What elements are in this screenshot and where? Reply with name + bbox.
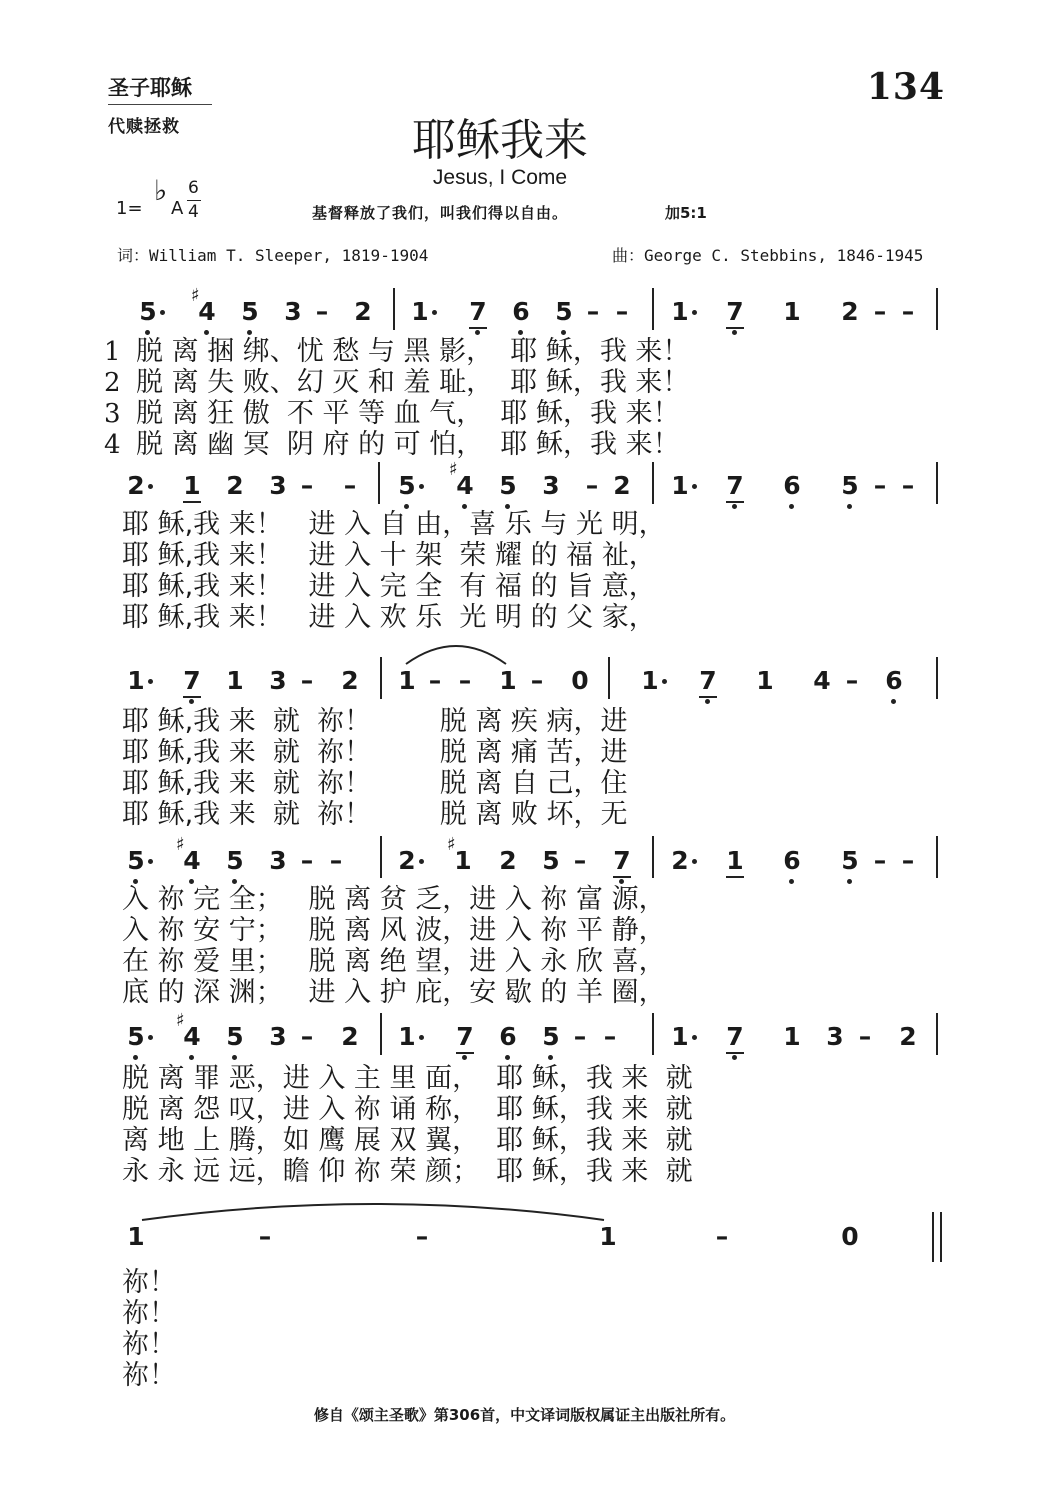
lyric-line: 在 祢 爱 里； 脱 离 绝 望，进 入 永 欣 喜， [122, 946, 666, 977]
jianpu-note: 4 [183, 846, 201, 875]
jianpu-note: 2 [341, 666, 359, 695]
jianpu-note: – [315, 297, 329, 326]
jianpu-note: 7 [183, 666, 201, 695]
jianpu-note: 5 [139, 297, 157, 326]
jianpu-note: – [573, 1022, 587, 1051]
jianpu-note: 3 [269, 846, 287, 875]
jianpu-note: 1 [398, 666, 416, 695]
jianpu-note: – [603, 1022, 617, 1051]
jianpu-note: – [585, 471, 599, 500]
jianpu-note: 6 [783, 846, 801, 875]
hymn-subtitle: Jesus, I Come [432, 166, 568, 189]
jianpu-note: 2 [341, 1022, 359, 1051]
jianpu-note: – [715, 1222, 729, 1251]
jianpu-note: 3 [542, 471, 560, 500]
jianpu-note: – [415, 1222, 429, 1251]
lyric-line: 耶 稣,我 来 就 祢！ 脱 离 疾 病，进 [122, 706, 628, 737]
jianpu-note: 1 [756, 666, 774, 695]
jianpu-note: – [530, 666, 544, 695]
jianpu-note: 1 [226, 666, 244, 695]
jianpu-note: 1 [127, 1222, 145, 1251]
jianpu-note: 1 [671, 1022, 689, 1051]
lyric-line: 脱 离 幽 冥 阴 府 的 可 怕， 耶 稣，我 来！ [136, 429, 680, 460]
jianpu-note: 1 [183, 471, 201, 500]
jianpu-note: 2 [354, 297, 372, 326]
sharp-icon: ♯ [176, 1010, 185, 1031]
jianpu-note: – [343, 471, 357, 500]
copyright-footer: 修自《颂主圣歌》第306首，中文译词版权属证主出版社所有。 [313, 1406, 736, 1424]
lyric-line: 离 地 上 腾，如 鹰 展 双 翼， 耶 稣，我 来 就 [122, 1125, 693, 1156]
lyric-line: 入 祢 安 宁； 脱 离 风 波，进 入 祢 平 静， [122, 915, 666, 946]
jianpu-note: 1 [454, 846, 472, 875]
jianpu-note: – [845, 666, 859, 695]
jianpu-note: 3 [284, 297, 302, 326]
lyric-line: 脱 离 狂 傲 不 平 等 血 气， 耶 稣，我 来！ [136, 398, 680, 429]
jianpu-note: 0 [571, 666, 589, 695]
lyric-line: 脱 离 罪 恶，进 入 主 里 面， 耶 稣，我 来 就 [122, 1063, 693, 1094]
jianpu-note: 3 [269, 471, 287, 500]
hymn-number: 134 [866, 66, 945, 108]
lyric-line: 耶 稣,我 来！ 进 入 十 架 荣 耀 的 福 祉， [122, 540, 656, 571]
composer-credit: 曲：George C. Stebbins, 1846-1945 [612, 246, 924, 265]
sharp-icon: ♯ [176, 834, 185, 855]
jianpu-note: 7 [726, 297, 744, 326]
jianpu-note: 3 [269, 666, 287, 695]
jianpu-note: – [458, 666, 472, 695]
jianpu-note: 5 [841, 471, 859, 500]
jianpu-note: – [300, 846, 314, 875]
lyric-line: 祢！ [122, 1360, 176, 1391]
jianpu-note: – [873, 471, 887, 500]
jianpu-note: 1 [671, 471, 689, 500]
jianpu-note: – [615, 297, 629, 326]
jianpu-note: – [300, 1022, 314, 1051]
jianpu-note: – [258, 1222, 272, 1251]
jianpu-note: 1 [783, 297, 801, 326]
jianpu-note: 2 [613, 471, 631, 500]
jianpu-note: 2 [127, 471, 145, 500]
jianpu-note: 7 [726, 471, 744, 500]
jianpu-note: 5 [542, 1022, 560, 1051]
jianpu-note: 5 [226, 846, 244, 875]
jianpu-note: – [428, 666, 442, 695]
jianpu-note: 3 [269, 1022, 287, 1051]
sharp-icon: ♯ [449, 459, 458, 480]
lyric-line: 耶 稣,我 来 就 祢！ 脱 离 痛 苦，进 [122, 737, 628, 768]
lyric-line: 耶 稣,我 来！ 进 入 完 全 有 福 的 旨 意， [122, 571, 656, 602]
jianpu-note: 5 [127, 1022, 145, 1051]
lyric-line: 祢！ [122, 1298, 176, 1329]
jianpu-note: 1 [398, 1022, 416, 1051]
jianpu-note: 5 [542, 846, 560, 875]
jianpu-note: – [329, 846, 343, 875]
time-signature-bottom: 4 [188, 202, 199, 222]
jianpu-note: 4 [813, 666, 831, 695]
jianpu-note: 5 [127, 846, 145, 875]
jianpu-note: 5 [226, 1022, 244, 1051]
jianpu-note: – [873, 846, 887, 875]
jianpu-note: 1 [783, 1022, 801, 1051]
jianpu-note: 4 [183, 1022, 201, 1051]
jianpu-note: 4 [198, 297, 216, 326]
lyric-line: 入 祢 完 全； 脱 离 贫 乏，进 入 祢 富 源， [122, 884, 666, 915]
jianpu-note: 1 [411, 297, 429, 326]
jianpu-note: 1 [641, 666, 659, 695]
jianpu-note: 1 [499, 666, 517, 695]
lyricist-credit: 词：William T. Sleeper, 1819-1904 [117, 246, 429, 265]
lyric-line: 底 的 深 渊； 进 入 护 庇，安 歇 的 羊 圈， [122, 977, 666, 1008]
subcategory-label: 代赎拯救 [108, 117, 180, 137]
key-note: A [171, 198, 184, 219]
verse-number: 4 [104, 430, 121, 460]
jianpu-note: 0 [841, 1222, 859, 1251]
jianpu-note: 1 [671, 297, 689, 326]
jianpu-note: – [873, 297, 887, 326]
jianpu-note: – [300, 666, 314, 695]
jianpu-note: 7 [726, 1022, 744, 1051]
tie-arc [142, 1204, 604, 1220]
verse-number: 2 [104, 368, 121, 398]
time-signature-top: 6 [188, 178, 199, 198]
jianpu-note: 5 [499, 471, 517, 500]
jianpu-note: – [300, 471, 314, 500]
lyric-line: 脱 离 怨 叹，进 入 祢 诵 称， 耶 稣，我 来 就 [122, 1094, 693, 1125]
jianpu-note: 2 [671, 846, 689, 875]
scripture-verse: 基督释放了我们，叫我们得以自由。 [312, 204, 569, 222]
jianpu-note: 3 [826, 1022, 844, 1051]
jianpu-note: 2 [899, 1022, 917, 1051]
jianpu-note: 2 [841, 297, 859, 326]
jianpu-note: – [901, 297, 915, 326]
lyric-line: 脱 离 失 败、幻 灭 和 羞 耻， 耶 稣，我 来！ [136, 367, 690, 398]
jianpu-note: 5 [398, 471, 416, 500]
verse-number: 3 [104, 399, 121, 429]
jianpu-note: 6 [783, 471, 801, 500]
jianpu-note: 2 [499, 846, 517, 875]
jianpu-note: 7 [699, 666, 717, 695]
lyric-line: 祢！ [122, 1329, 176, 1360]
jianpu-note: – [586, 297, 600, 326]
jianpu-note: – [901, 846, 915, 875]
jianpu-note: 6 [885, 666, 903, 695]
jianpu-note: 5 [841, 846, 859, 875]
sharp-icon: ♯ [447, 834, 456, 855]
jianpu-note: 1 [726, 846, 744, 875]
lyric-line: 耶 稣,我 来！ 进 入 欢 乐 光 明 的 父 家， [122, 602, 656, 633]
jianpu-note: 6 [499, 1022, 517, 1051]
jianpu-note: 7 [469, 297, 487, 326]
jianpu-note: 1 [127, 666, 145, 695]
lyric-line: 耶 稣,我 来！ 进 入 自 由，喜 乐 与 光 明， [122, 509, 666, 540]
lyric-line: 耶 稣,我 来 就 祢！ 脱 离 自 己，住 [122, 768, 628, 799]
verse-number: 1 [104, 337, 121, 367]
jianpu-note: 7 [456, 1022, 474, 1051]
jianpu-note: – [901, 471, 915, 500]
jianpu-note: 2 [398, 846, 416, 875]
scripture-reference: 加5:1 [665, 204, 707, 222]
lyric-line: 耶 稣,我 来 就 祢！ 脱 离 败 坏，无 [122, 799, 628, 830]
sharp-icon: ♯ [191, 285, 200, 306]
jianpu-note: 5 [241, 297, 259, 326]
category-label: 圣子耶稣 [108, 75, 192, 100]
jianpu-note: 4 [456, 471, 474, 500]
jianpu-note: 7 [613, 846, 631, 875]
lyric-line: 祢！ [122, 1267, 176, 1298]
hymn-title: 耶稣我来 [412, 115, 588, 166]
key-label: 1= [116, 198, 143, 219]
jianpu-note: – [858, 1022, 872, 1051]
jianpu-note: 1 [599, 1222, 617, 1251]
jianpu-note: 5 [555, 297, 573, 326]
lyric-line: 脱 离 捆 绑、忧 愁 与 黑 影， 耶 稣，我 来！ [136, 336, 690, 367]
tie-arc [406, 646, 506, 664]
jianpu-note: 2 [226, 471, 244, 500]
jianpu-note: 6 [512, 297, 530, 326]
flat-icon: ♭ [154, 174, 168, 207]
jianpu-note: – [573, 846, 587, 875]
lyric-line: 永 永 远 远，瞻 仰 祢 荣 颜； 耶 稣，我 来 就 [122, 1156, 693, 1187]
